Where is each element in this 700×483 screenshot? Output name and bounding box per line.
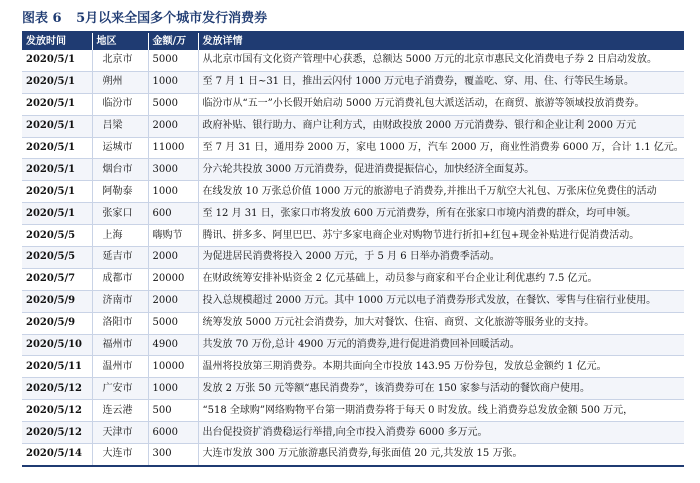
amount-cell: 4900 [148,334,198,356]
detail-cell: “518 全球购”网络购物平台第一期消费券将于每天 0 时发放。线上消费券总发放金额 500 万元， [198,400,684,422]
table-row [22,356,684,378]
date-cell: 2020/5/12 [22,378,92,400]
region-cell: 北京市 [92,50,148,71]
amount-cell: 3000 [148,159,198,181]
date-cell: 2020/5/5 [22,225,92,247]
figure-label: 图表 6 [22,11,62,26]
date-cell: 2020/5/1 [22,203,92,225]
region-cell: 天津市 [92,422,148,444]
region-cell: 烟台市 [92,159,148,181]
date-cell: 2020/5/14 [22,444,92,466]
region-cell: 福州市 [92,334,148,356]
region-cell: 成都市 [92,268,148,290]
date-cell: 2020/5/1 [22,137,92,159]
date-cell: 2020/5/9 [22,290,92,312]
table-row [22,159,684,181]
detail-cell: 至 12 月 31 日，张家口市将发放 600 万元消费券，所有在张家口市境内消费的群众，均可申领。 [198,203,684,225]
table-body [22,50,684,466]
date-cell: 2020/5/5 [22,247,92,269]
amount-cell: 5000 [148,50,198,71]
date-cell: 2020/5/11 [22,356,92,378]
table-row [22,137,684,159]
detail-cell: 为促进居民消费将投入 2000 万元，于 5 月 6 日举办消费季活动。 [198,247,684,269]
detail-cell: 从北京市国有文化资产管理中心获悉，总额达 5000 万元的北京市惠民文化消费电子券 2 日启动发放。 [198,50,684,71]
detail-cell: 出台促投资扩消费稳运行举措,向全市投入消费券 6000 多万元。 [198,422,684,444]
detail-cell: 大连市发放 300 万元旅游惠民消费券,每张面值 20 元,共发放 15 万张。 [198,444,684,466]
table-header [22,33,684,50]
region-cell: 延吉市 [92,247,148,269]
table-row [22,268,684,290]
date-cell: 2020/5/1 [22,181,92,203]
date-cell: 2020/5/1 [22,159,92,181]
amount-cell: 600 [148,203,198,225]
table-row [22,290,684,312]
region-cell: 洛阳市 [92,312,148,334]
amount-cell: 2000 [148,115,198,137]
region-cell: 上海 [92,225,148,247]
table-row [22,422,684,444]
amount-cell: 1000 [148,71,198,93]
date-cell: 2020/5/1 [22,93,92,115]
date-cell: 2020/5/9 [22,312,92,334]
figure-title [22,8,267,30]
date-cell: 2020/5/12 [22,422,92,444]
amount-cell: 1000 [148,181,198,203]
region-cell: 张家口 [92,203,148,225]
table-row [22,203,684,225]
table-row [22,225,684,247]
figure-caption: 5月以来全国多个城市发行消费券 [76,11,268,26]
region-cell: 临汾市 [92,93,148,115]
detail-cell: 至 7 月 1 日~31 日，推出云闪付 1000 万元电子消费券，覆盖吃、穿、用、住、行等民生场景。 [198,71,684,93]
table-row [22,115,684,137]
amount-cell: 2000 [148,247,198,269]
detail-cell: 分六轮共投放 3000 万元消费券，促进消费提振信心，加快经济全面复苏。 [198,159,684,181]
amount-cell: 10000 [148,356,198,378]
detail-cell: 在财政统筹安排补贴资金 2 亿元基础上，动员参与商家和平台企业让利优惠约 7.5 亿元。 [198,268,684,290]
detail-cell: 共发放 70 万份,总计 4900 万元的消费券,进行促进消费回补回暖活动。 [198,334,684,356]
table-row [22,378,684,400]
detail-cell: 腾讯、拼多多、阿里巴巴、苏宁多家电商企业对购物节进行折扣+红包+现金补贴进行促消费活动。 [198,225,684,247]
region-cell: 吕梁 [92,115,148,137]
amount-cell: 嗨购节 [148,225,198,247]
table-row [22,93,684,115]
region-cell: 运城市 [92,137,148,159]
table-row [22,334,684,356]
date-cell: 2020/5/1 [22,115,92,137]
table-row [22,312,684,334]
amount-cell: 6000 [148,422,198,444]
detail-cell: 政府补贴、银行助力、商户让利方式，由财政投放 2000 万元消费券、银行和企业让利 2000 万元 [198,115,684,137]
detail-cell: 在线发放 10 万张总价值 1000 万元的旅游电子消费券,并推出千万航空大礼包、万张床位免费住的活动 [198,181,684,203]
region-cell: 广安市 [92,378,148,400]
detail-cell: 临汾市从“五一”小长假开始启动 5000 万元消费礼包大派送活动，在商贸、旅游等领域投放消费券。 [198,93,684,115]
table-row [22,444,684,466]
amount-cell: 5000 [148,312,198,334]
table-row [22,247,684,269]
detail-cell: 发放 2 万张 50 元等额“惠民消费券”，该消费券可在 150 家参与活动的餐饮商户使用。 [198,378,684,400]
detail-cell: 统筹发放 5000 万元社会消费券，加大对餐饮、住宿、商贸、文化旅游等服务业的支持。 [198,312,684,334]
table-row [22,50,684,71]
date-cell: 2020/5/1 [22,50,92,71]
region-cell: 济南市 [92,290,148,312]
date-cell: 2020/5/12 [22,400,92,422]
region-cell: 温州市 [92,356,148,378]
table-row [22,181,684,203]
table-row [22,71,684,93]
region-cell: 连云港 [92,400,148,422]
detail-cell: 至 7 月 31 日，通用券 2000 万，家电 1000 万，汽车 2000 万，商业性消费劵 6000 万，合计 1.1 亿元。 [198,137,684,159]
region-cell: 朔州 [92,71,148,93]
date-cell: 2020/5/10 [22,334,92,356]
amount-cell: 20000 [148,268,198,290]
consumer-voucher-table [22,33,684,467]
date-cell: 2020/5/1 [22,71,92,93]
amount-cell: 300 [148,444,198,466]
amount-cell: 500 [148,400,198,422]
amount-cell: 5000 [148,93,198,115]
header-date: 发放时间 [22,33,92,50]
header-amount: 金额/万 [148,33,198,50]
date-cell: 2020/5/7 [22,268,92,290]
amount-cell: 1000 [148,378,198,400]
header-detail: 发放详情 [198,33,684,50]
amount-cell: 11000 [148,137,198,159]
amount-cell: 2000 [148,290,198,312]
region-cell: 阿勒泰 [92,181,148,203]
table-row [22,400,684,422]
detail-cell: 温州将投放第三期消费券。本期共面向全市投放 143.95 万份券包，发放总金额约 1 亿元。 [198,356,684,378]
header-region: 地区 [92,33,148,50]
region-cell: 大连市 [92,444,148,466]
detail-cell: 投入总规模超过 2000 万元。其中 1000 万元以电子消费券形式发放，在餐饮、零售与住宿行业使用。 [198,290,684,312]
